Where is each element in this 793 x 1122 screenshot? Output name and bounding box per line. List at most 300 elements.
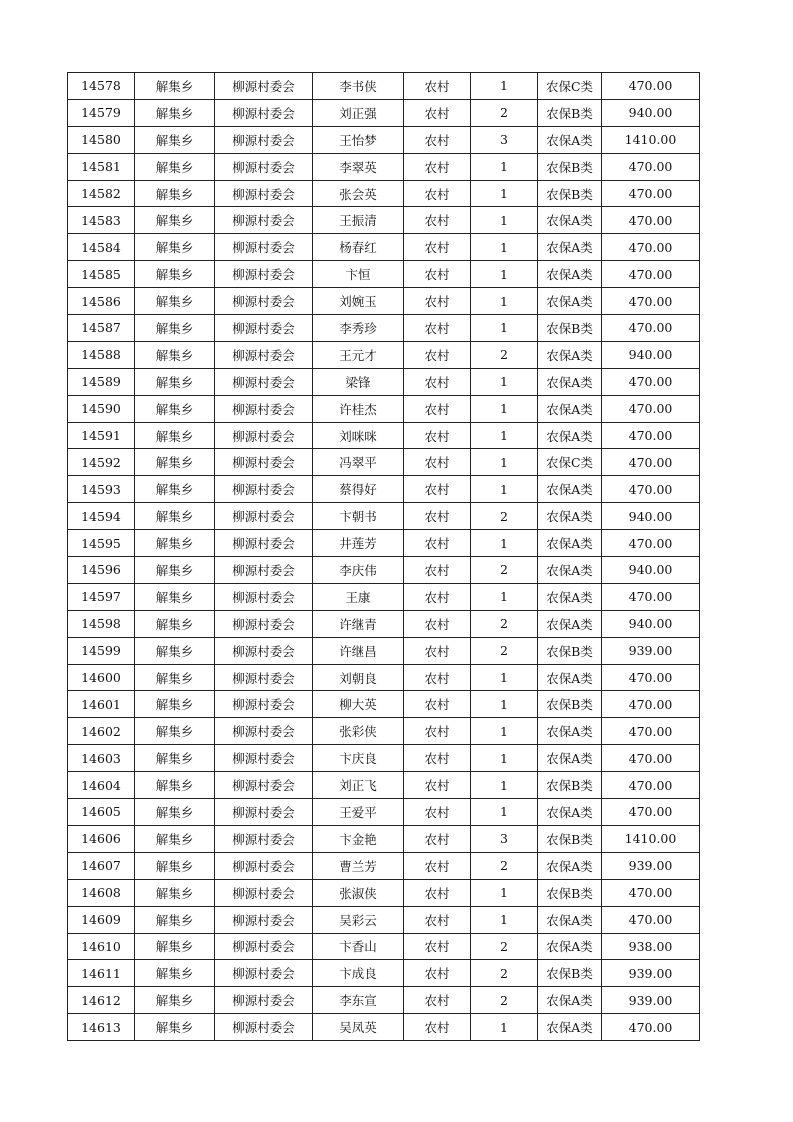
residence-type-cell: 农村 [404,879,471,906]
record-id-cell: 14579 [68,99,135,126]
amount-cell: 470.00 [602,288,700,315]
residence-type-cell: 农村 [404,557,471,584]
name-cell: 蔡得好 [313,476,404,503]
insurance-class-cell: 农保A类 [538,207,602,234]
township-cell: 解集乡 [135,153,215,180]
amount-cell: 470.00 [602,180,700,207]
table-row [68,637,700,664]
insurance-class-cell: 农保A类 [538,718,602,745]
name-cell: 卞金艳 [313,825,404,852]
name-cell: 卞成良 [313,960,404,987]
table-row [68,99,700,126]
village-committee-cell: 柳源村委会 [215,503,313,530]
table-row [68,126,700,153]
village-committee-cell: 柳源村委会 [215,530,313,557]
residence-type-cell: 农村 [404,288,471,315]
township-cell: 解集乡 [135,73,215,100]
village-committee-cell: 柳源村委会 [215,772,313,799]
amount-cell: 939.00 [602,637,700,664]
table-row [68,583,700,610]
count-cell: 1 [471,180,538,207]
table-row [68,503,700,530]
record-id-cell: 14603 [68,745,135,772]
record-id-cell: 14586 [68,288,135,315]
record-id-cell: 14592 [68,449,135,476]
count-cell: 1 [471,1014,538,1041]
insurance-class-cell: 农保A类 [538,799,602,826]
residence-type-cell: 农村 [404,933,471,960]
township-cell: 解集乡 [135,960,215,987]
table-row [68,610,700,637]
name-cell: 许继青 [313,610,404,637]
table-row [68,1014,700,1041]
count-cell: 1 [471,799,538,826]
residence-type-cell: 农村 [404,906,471,933]
amount-cell: 470.00 [602,207,700,234]
township-cell: 解集乡 [135,745,215,772]
amount-cell: 470.00 [602,234,700,261]
township-cell: 解集乡 [135,557,215,584]
residence-type-cell: 农村 [404,261,471,288]
record-id-cell: 14612 [68,987,135,1014]
record-id-cell: 14610 [68,933,135,960]
insurance-class-cell: 农保A类 [538,933,602,960]
residence-type-cell: 农村 [404,341,471,368]
table-row [68,906,700,933]
amount-cell: 470.00 [602,315,700,342]
residence-type-cell: 农村 [404,772,471,799]
table-row [68,718,700,745]
residence-type-cell: 农村 [404,73,471,100]
township-cell: 解集乡 [135,906,215,933]
insurance-class-cell: 农保A类 [538,664,602,691]
township-cell: 解集乡 [135,691,215,718]
name-cell: 李翠英 [313,153,404,180]
village-committee-cell: 柳源村委会 [215,610,313,637]
village-committee-cell: 柳源村委会 [215,315,313,342]
table-row [68,879,700,906]
record-id-cell: 14611 [68,960,135,987]
village-committee-cell: 柳源村委会 [215,368,313,395]
township-cell: 解集乡 [135,879,215,906]
residence-type-cell: 农村 [404,987,471,1014]
amount-cell: 470.00 [602,745,700,772]
name-cell: 冯翠平 [313,449,404,476]
amount-cell: 939.00 [602,960,700,987]
insurance-class-cell: 农保B类 [538,180,602,207]
insurance-class-cell: 农保A类 [538,852,602,879]
village-committee-cell: 柳源村委会 [215,261,313,288]
residence-type-cell: 农村 [404,315,471,342]
township-cell: 解集乡 [135,395,215,422]
residence-type-cell: 农村 [404,637,471,664]
amount-cell: 470.00 [602,718,700,745]
insurance-class-cell: 农保C类 [538,449,602,476]
count-cell: 2 [471,933,538,960]
count-cell: 1 [471,449,538,476]
record-id-cell: 14602 [68,718,135,745]
village-committee-cell: 柳源村委会 [215,960,313,987]
amount-cell: 470.00 [602,799,700,826]
amount-cell: 470.00 [602,153,700,180]
table-row [68,825,700,852]
insurance-class-cell: 农保A类 [538,261,602,288]
count-cell: 1 [471,288,538,315]
insurance-class-cell: 农保A类 [538,1014,602,1041]
township-cell: 解集乡 [135,368,215,395]
amount-cell: 939.00 [602,852,700,879]
table-row [68,288,700,315]
count-cell: 1 [471,207,538,234]
village-committee-cell: 柳源村委会 [215,449,313,476]
amount-cell: 470.00 [602,73,700,100]
name-cell: 王爱平 [313,799,404,826]
amount-cell: 470.00 [602,530,700,557]
amount-cell: 940.00 [602,341,700,368]
amount-cell: 470.00 [602,476,700,503]
residence-type-cell: 农村 [404,960,471,987]
count-cell: 1 [471,530,538,557]
township-cell: 解集乡 [135,610,215,637]
village-committee-cell: 柳源村委会 [215,879,313,906]
table-row [68,395,700,422]
record-id-cell: 14597 [68,583,135,610]
count-cell: 2 [471,503,538,530]
name-cell: 刘婉玉 [313,288,404,315]
name-cell: 李东宣 [313,987,404,1014]
record-id-cell: 14581 [68,153,135,180]
count-cell: 1 [471,261,538,288]
residence-type-cell: 农村 [404,234,471,261]
name-cell: 吴彩云 [313,906,404,933]
residence-type-cell: 农村 [404,126,471,153]
amount-cell: 940.00 [602,503,700,530]
insurance-class-cell: 农保B类 [538,153,602,180]
count-cell: 1 [471,368,538,395]
name-cell: 刘朝良 [313,664,404,691]
name-cell: 王元才 [313,341,404,368]
name-cell: 张会英 [313,180,404,207]
insurance-class-cell: 农保A类 [538,395,602,422]
table-row [68,960,700,987]
record-id-cell: 14607 [68,852,135,879]
name-cell: 张淑侠 [313,879,404,906]
record-id-cell: 14604 [68,772,135,799]
name-cell: 杨春红 [313,234,404,261]
township-cell: 解集乡 [135,449,215,476]
count-cell: 1 [471,315,538,342]
village-committee-cell: 柳源村委会 [215,207,313,234]
residence-type-cell: 农村 [404,368,471,395]
name-cell: 柳大英 [313,691,404,718]
township-cell: 解集乡 [135,180,215,207]
record-id-cell: 14594 [68,503,135,530]
insurance-class-cell: 农保B类 [538,879,602,906]
insurance-class-cell: 农保B类 [538,825,602,852]
count-cell: 3 [471,126,538,153]
count-cell: 1 [471,691,538,718]
name-cell: 刘正飞 [313,772,404,799]
village-committee-cell: 柳源村委会 [215,825,313,852]
village-committee-cell: 柳源村委会 [215,664,313,691]
table-row [68,799,700,826]
residence-type-cell: 农村 [404,395,471,422]
village-committee-cell: 柳源村委会 [215,718,313,745]
township-cell: 解集乡 [135,987,215,1014]
insurance-class-cell: 农保A类 [538,503,602,530]
amount-cell: 470.00 [602,691,700,718]
record-id-cell: 14590 [68,395,135,422]
township-cell: 解集乡 [135,583,215,610]
record-id-cell: 14609 [68,906,135,933]
residence-type-cell: 农村 [404,449,471,476]
residence-type-cell: 农村 [404,422,471,449]
table-row [68,234,700,261]
township-cell: 解集乡 [135,637,215,664]
table-row [68,745,700,772]
insurance-class-cell: 农保A类 [538,745,602,772]
township-cell: 解集乡 [135,1014,215,1041]
village-committee-cell: 柳源村委会 [215,852,313,879]
record-id-cell: 14588 [68,341,135,368]
village-committee-cell: 柳源村委会 [215,799,313,826]
township-cell: 解集乡 [135,288,215,315]
insurance-class-cell: 农保B类 [538,772,602,799]
table-row [68,341,700,368]
count-cell: 1 [471,879,538,906]
name-cell: 刘正强 [313,99,404,126]
count-cell: 2 [471,610,538,637]
amount-cell: 1410.00 [602,126,700,153]
village-committee-cell: 柳源村委会 [215,341,313,368]
village-committee-cell: 柳源村委会 [215,422,313,449]
residence-type-cell: 农村 [404,852,471,879]
township-cell: 解集乡 [135,126,215,153]
residence-type-cell: 农村 [404,530,471,557]
count-cell: 1 [471,583,538,610]
table-row [68,852,700,879]
village-committee-cell: 柳源村委会 [215,637,313,664]
residence-type-cell: 农村 [404,610,471,637]
count-cell: 2 [471,99,538,126]
count-cell: 1 [471,772,538,799]
residence-type-cell: 农村 [404,153,471,180]
table-row [68,73,700,100]
name-cell: 许桂杰 [313,395,404,422]
name-cell: 曹兰芳 [313,852,404,879]
township-cell: 解集乡 [135,852,215,879]
village-committee-cell: 柳源村委会 [215,288,313,315]
count-cell: 2 [471,987,538,1014]
count-cell: 1 [471,718,538,745]
count-cell: 2 [471,341,538,368]
insurance-class-cell: 农保A类 [538,234,602,261]
record-id-cell: 14583 [68,207,135,234]
insurance-class-cell: 农保A类 [538,987,602,1014]
name-cell: 张彩侠 [313,718,404,745]
residence-type-cell: 农村 [404,207,471,234]
residence-type-cell: 农村 [404,825,471,852]
insurance-class-cell: 农保A类 [538,583,602,610]
count-cell: 2 [471,960,538,987]
insurance-class-cell: 农保B类 [538,691,602,718]
village-committee-cell: 柳源村委会 [215,691,313,718]
residence-type-cell: 农村 [404,691,471,718]
table-row [68,449,700,476]
township-cell: 解集乡 [135,825,215,852]
amount-cell: 470.00 [602,664,700,691]
record-id-cell: 14601 [68,691,135,718]
township-cell: 解集乡 [135,718,215,745]
village-committee-cell: 柳源村委会 [215,906,313,933]
count-cell: 1 [471,745,538,772]
insurance-class-cell: 农保C类 [538,73,602,100]
village-committee-cell: 柳源村委会 [215,557,313,584]
township-cell: 解集乡 [135,315,215,342]
residence-type-cell: 农村 [404,1014,471,1041]
amount-cell: 470.00 [602,906,700,933]
amount-cell: 940.00 [602,610,700,637]
insurance-class-cell: 农保A类 [538,422,602,449]
insurance-class-cell: 农保B类 [538,637,602,664]
table-row [68,422,700,449]
village-committee-cell: 柳源村委会 [215,1014,313,1041]
record-id-cell: 14593 [68,476,135,503]
name-cell: 王振清 [313,207,404,234]
amount-cell: 470.00 [602,879,700,906]
table-row [68,987,700,1014]
amount-cell: 940.00 [602,99,700,126]
name-cell: 卞恒 [313,261,404,288]
insurance-class-cell: 农保A类 [538,368,602,395]
township-cell: 解集乡 [135,234,215,261]
residence-type-cell: 农村 [404,718,471,745]
record-id-cell: 14578 [68,73,135,100]
table-row [68,664,700,691]
insurance-class-cell: 农保A类 [538,530,602,557]
township-cell: 解集乡 [135,664,215,691]
insurance-class-cell: 农保A类 [538,557,602,584]
village-committee-cell: 柳源村委会 [215,153,313,180]
township-cell: 解集乡 [135,207,215,234]
table-row [68,933,700,960]
count-cell: 2 [471,557,538,584]
township-cell: 解集乡 [135,933,215,960]
record-id-cell: 14589 [68,368,135,395]
township-cell: 解集乡 [135,422,215,449]
amount-cell: 938.00 [602,933,700,960]
name-cell: 吴凤英 [313,1014,404,1041]
insurance-class-cell: 农保A类 [538,341,602,368]
insurance-class-cell: 农保A类 [538,610,602,637]
residence-type-cell: 农村 [404,476,471,503]
village-committee-cell: 柳源村委会 [215,180,313,207]
record-id-cell: 14584 [68,234,135,261]
village-committee-cell: 柳源村委会 [215,745,313,772]
table-row [68,772,700,799]
count-cell: 1 [471,395,538,422]
record-id-cell: 14585 [68,261,135,288]
name-cell: 李书侠 [313,73,404,100]
name-cell: 王怡梦 [313,126,404,153]
name-cell: 李庆伟 [313,557,404,584]
amount-cell: 470.00 [602,368,700,395]
insurance-class-cell: 农保B类 [538,99,602,126]
count-cell: 3 [471,825,538,852]
residence-type-cell: 农村 [404,799,471,826]
amount-cell: 939.00 [602,987,700,1014]
name-cell: 许继昌 [313,637,404,664]
name-cell: 王康 [313,583,404,610]
village-committee-cell: 柳源村委会 [215,476,313,503]
village-committee-cell: 柳源村委会 [215,234,313,261]
village-committee-cell: 柳源村委会 [215,395,313,422]
name-cell: 卞香山 [313,933,404,960]
amount-cell: 470.00 [602,583,700,610]
table-row [68,180,700,207]
amount-cell: 470.00 [602,1014,700,1041]
record-id-cell: 14608 [68,879,135,906]
amount-cell: 470.00 [602,395,700,422]
table-row [68,153,700,180]
record-id-cell: 14613 [68,1014,135,1041]
table-body [68,73,700,1041]
count-cell: 1 [471,476,538,503]
table-row [68,368,700,395]
township-cell: 解集乡 [135,261,215,288]
township-cell: 解集乡 [135,503,215,530]
table-row [68,691,700,718]
insurance-class-cell: 农保B类 [538,315,602,342]
township-cell: 解集乡 [135,772,215,799]
residence-type-cell: 农村 [404,583,471,610]
name-cell: 梁锋 [313,368,404,395]
table-row [68,315,700,342]
residence-type-cell: 农村 [404,180,471,207]
record-id-cell: 14599 [68,637,135,664]
record-id-cell: 14595 [68,530,135,557]
name-cell: 刘咪咪 [313,422,404,449]
name-cell: 李秀珍 [313,315,404,342]
residence-type-cell: 农村 [404,99,471,126]
table-row [68,476,700,503]
record-id-cell: 14600 [68,664,135,691]
count-cell: 1 [471,906,538,933]
amount-cell: 1410.00 [602,825,700,852]
count-cell: 1 [471,153,538,180]
amount-cell: 470.00 [602,772,700,799]
insurance-class-cell: 农保A类 [538,288,602,315]
record-id-cell: 14591 [68,422,135,449]
count-cell: 1 [471,234,538,261]
record-id-cell: 14580 [68,126,135,153]
amount-cell: 940.00 [602,557,700,584]
village-committee-cell: 柳源村委会 [215,933,313,960]
record-id-cell: 14606 [68,825,135,852]
residence-type-cell: 农村 [404,664,471,691]
count-cell: 2 [471,852,538,879]
amount-cell: 470.00 [602,449,700,476]
record-id-cell: 14605 [68,799,135,826]
insurance-class-cell: 农保B类 [538,960,602,987]
village-committee-cell: 柳源村委会 [215,126,313,153]
name-cell: 卞朝书 [313,503,404,530]
table-row [68,530,700,557]
record-id-cell: 14582 [68,180,135,207]
table-row [68,207,700,234]
count-cell: 1 [471,664,538,691]
village-committee-cell: 柳源村委会 [215,73,313,100]
